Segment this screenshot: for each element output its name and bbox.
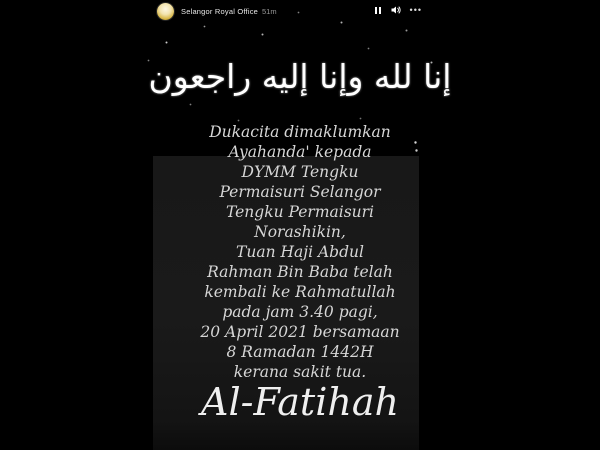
profile-avatar[interactable] <box>157 3 174 20</box>
pause-icon[interactable] <box>374 6 382 15</box>
story-header <box>140 0 460 24</box>
username[interactable]: Selangor Royal Office <box>181 7 259 16</box>
speaker-icon[interactable] <box>390 4 402 16</box>
condolence-line: DYMM Tengku <box>241 163 359 181</box>
condolence-line: pada jam 3.40 pagi, <box>222 303 378 321</box>
al-fatihah-text: Al-Fatihah <box>201 380 399 424</box>
condolence-line: Norashikin, <box>254 223 346 241</box>
condolence-line: Tengku Permaisuri <box>225 203 375 221</box>
condolence-line: kerana sakit tua. <box>233 363 367 381</box>
condolence-line: 8 Ramadan 1442H <box>226 343 374 361</box>
condolence-line: Rahman Bin Baba telah <box>207 263 393 281</box>
condolence-line: Tuan Haji Abdul <box>236 243 364 261</box>
star-speckles <box>0 0 1 1</box>
condolence-line: 20 April 2021 bersamaan <box>200 323 400 341</box>
condolence-line: Permaisuri Selangor <box>219 183 381 201</box>
story-timestamp: 51m <box>262 7 277 16</box>
condolence-line: Dukacita dimaklumkan <box>209 123 391 141</box>
more-options-icon[interactable]: ••• <box>409 5 422 15</box>
arabic-calligraphy: إنا لله وإنا إليه راجعون <box>148 56 452 96</box>
header-icons <box>374 4 422 16</box>
condolence-message <box>140 122 460 382</box>
condolence-line: Ayahanda' kepada <box>228 143 372 161</box>
condolence-line: kembali ke Rahmatullah <box>204 283 396 301</box>
